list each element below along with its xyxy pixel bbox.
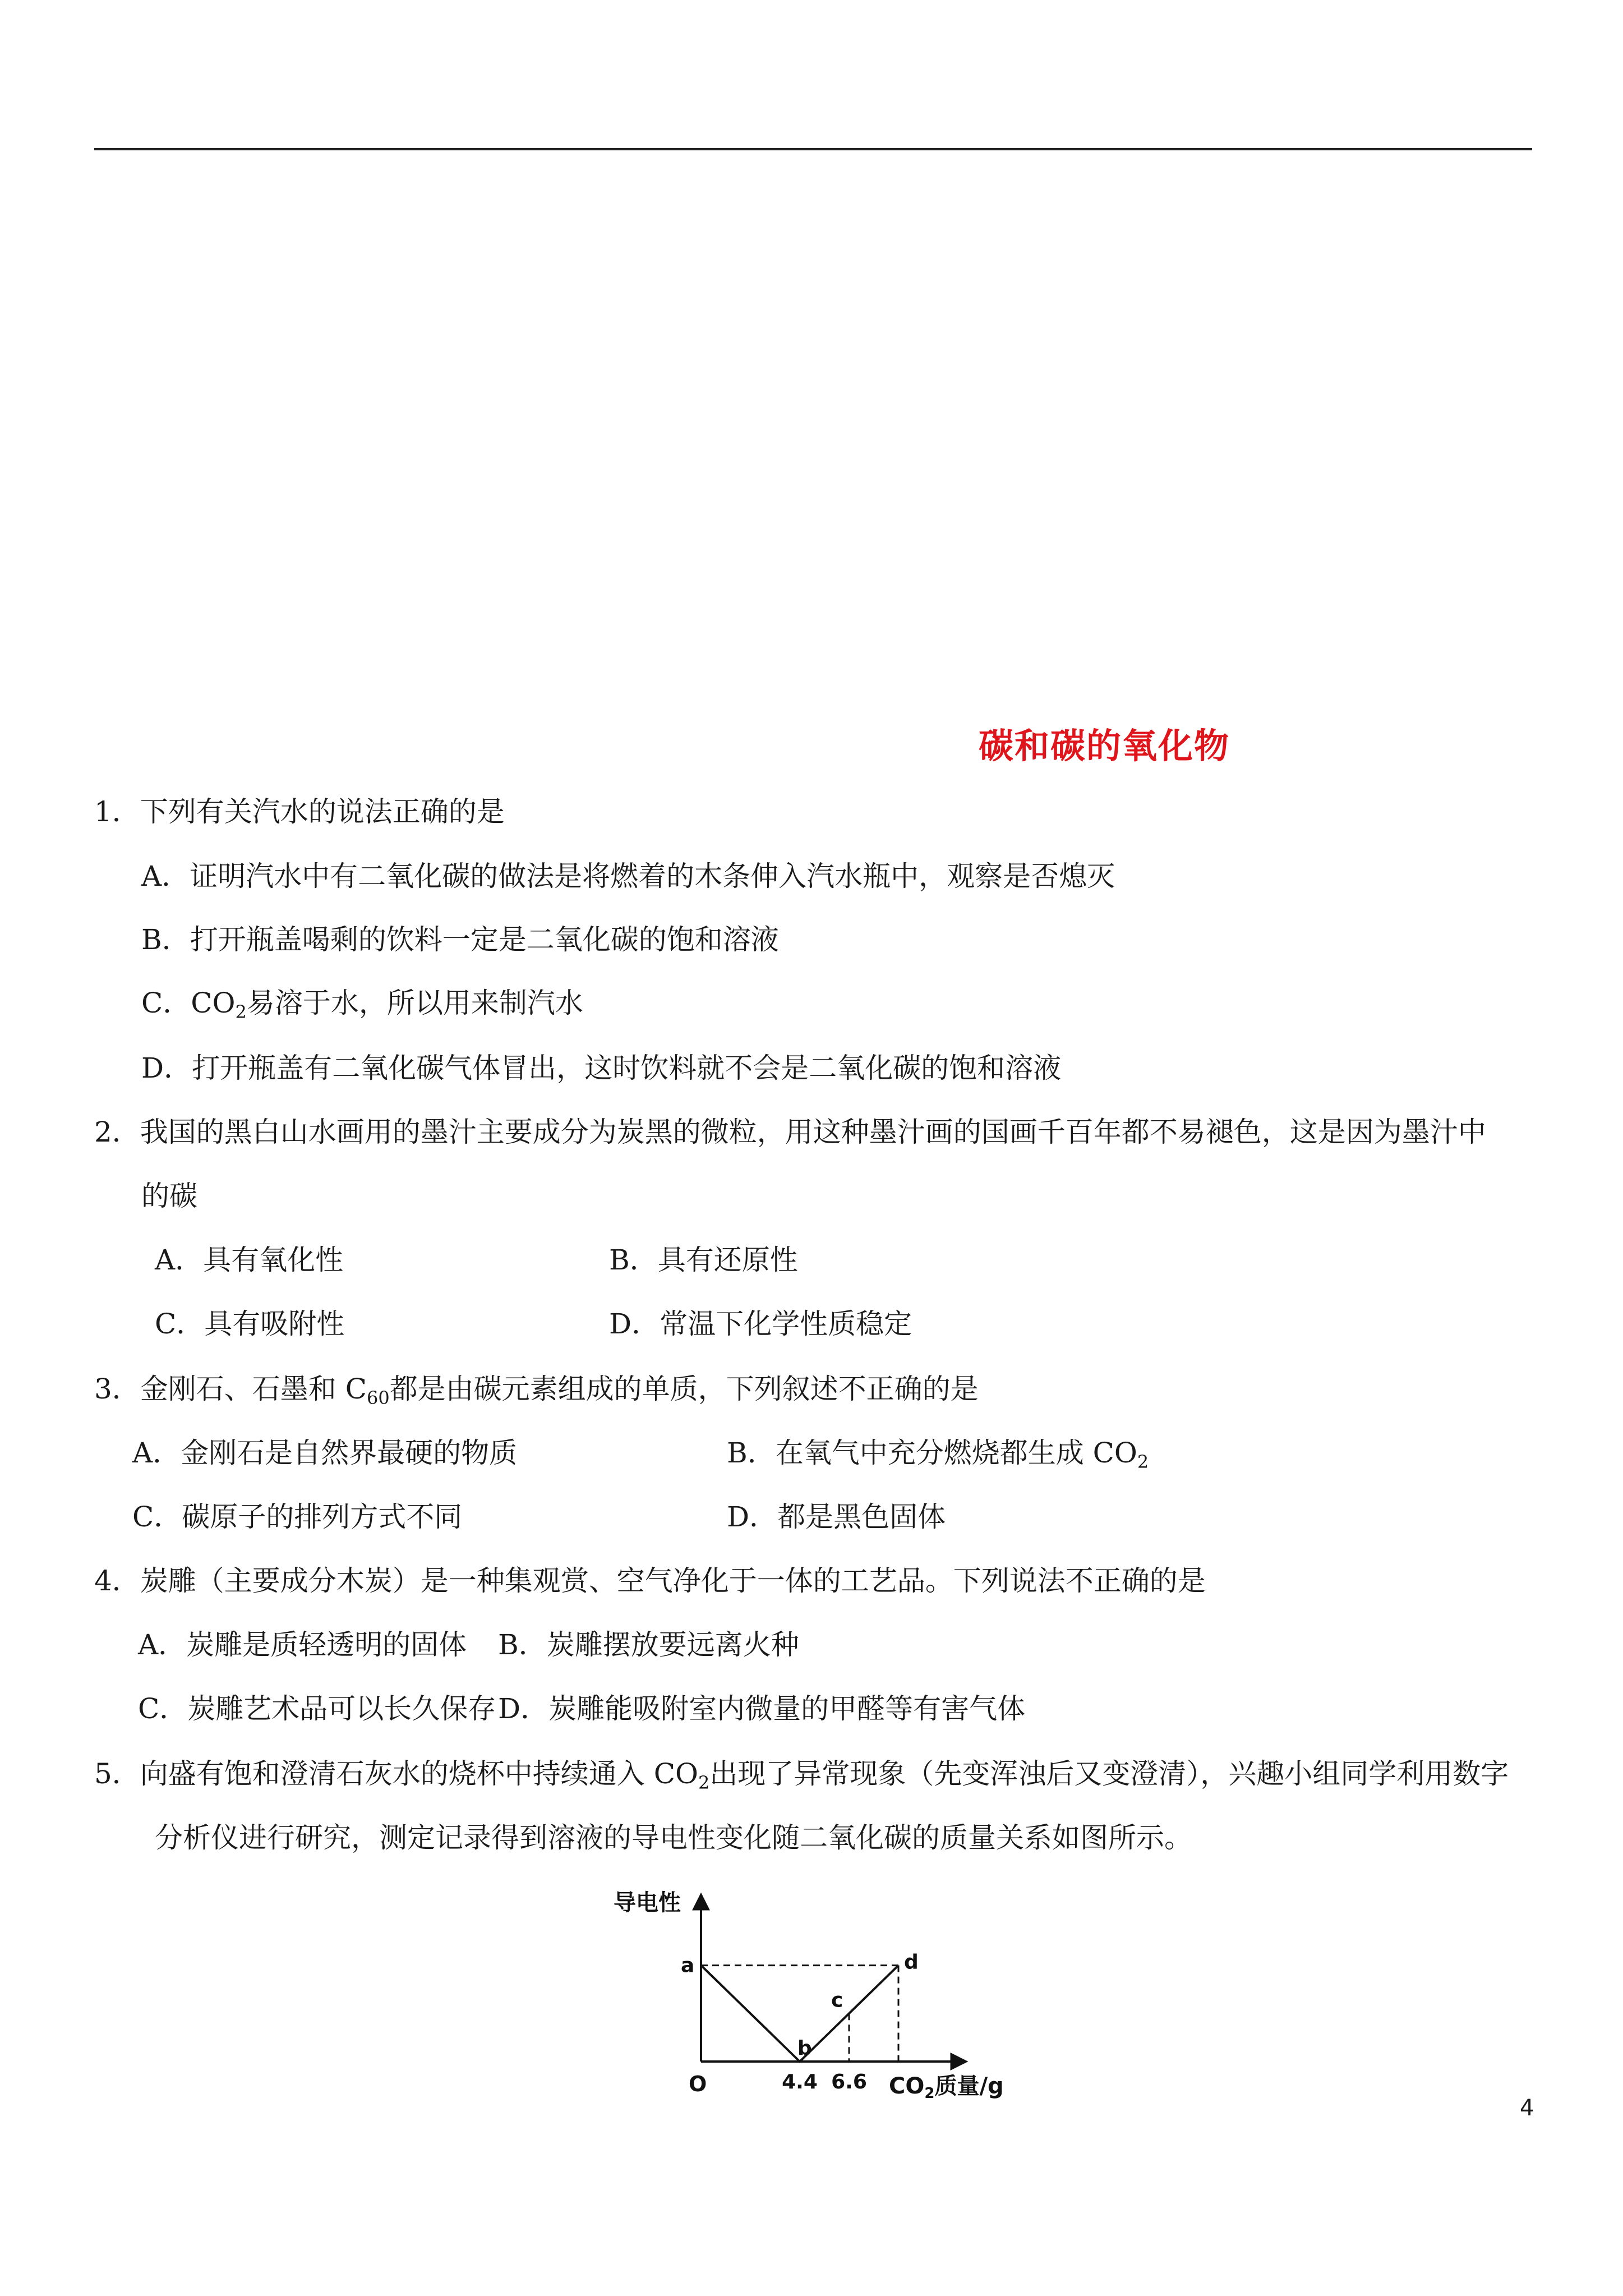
point-label-d: d xyxy=(904,1950,919,1974)
page-title: 碳和碳的氧化物 xyxy=(979,725,1230,766)
y-axis-label: 导电性 xyxy=(614,1890,681,1916)
q4-option-b: B．炭雕摆放要远离火种 xyxy=(498,1628,799,1661)
q2-option-b: B．具有还原性 xyxy=(609,1244,798,1276)
q2-option-c: C．具有吸附性 xyxy=(155,1308,345,1340)
q5-stem-line1: 5．向盛有饱和澄清石灰水的烧杯中持续通入 $CO_2$出现了异常现象（先变浑浊后又变澄清），兴趣小组同学利用数字 xyxy=(94,1757,1509,1793)
q4-option-d: D．炭雕能吸附室内微量的甲醛等有害气体 xyxy=(498,1692,1026,1725)
q2-stem-line1: 2．我国的黑白山水画用的墨汁主要成分为炭黑的微粒，用这种墨汁画的国画千百年都不易褪色，这是因为墨汁中 xyxy=(94,1116,1486,1148)
q1-option-b: B．打开瓶盖喝剩的饮料一定是二氧化碳的饱和溶液 xyxy=(141,923,779,956)
x-axis-label: $CO_2$质量/g xyxy=(889,2073,1004,2102)
q2-option-d: D．常温下化学性质稳定 xyxy=(609,1308,912,1340)
origin-label: O xyxy=(689,2072,707,2096)
q1-option-a: A．证明汽水中有二氧化碳的做法是将燃着的木条伸入汽水瓶中，观察是否熄灭 xyxy=(141,860,1115,892)
page-number: 4 xyxy=(1520,2095,1534,2121)
q3-option-c: C．碳原子的排列方式不同 xyxy=(132,1501,463,1533)
x-tick-label: 6.6 xyxy=(831,2070,867,2093)
q1-stem: 1．下列有关汽水的说法正确的是 xyxy=(94,795,505,828)
header-rule xyxy=(94,148,1532,150)
q4-option-a: A．炭雕是质轻透明的固体 xyxy=(138,1628,467,1661)
x-tick-label: 4.4 xyxy=(782,2070,818,2093)
point-label-b: b xyxy=(797,2037,812,2060)
q1-option-d: D．打开瓶盖有二氧化碳气体冒出，这时饮料就不会是二氧化碳的饱和溶液 xyxy=(141,1052,1062,1084)
q4-option-c: C．炭雕艺术品可以长久保存 xyxy=(138,1692,496,1725)
q3-stem: 3．金刚石、石墨和 $C_{60}$都是由碳元素组成的单质，下列叙述不正确的是 xyxy=(94,1373,979,1409)
point-label-c: c xyxy=(831,1989,843,2012)
q2-option-a: A．具有氧化性 xyxy=(155,1244,344,1276)
q4-stem: 4．炭雕（主要成分木炭）是一种集观赏、空气净化于一体的工艺品。下列说法不正确的是 xyxy=(94,1565,1206,1597)
q2-stem-line2: 的碳 xyxy=(141,1180,197,1212)
point-label-a: a xyxy=(681,1954,695,1977)
conductivity-chart xyxy=(594,1885,1021,2120)
q3-option-a: A．金刚石是自然界最硬的物质 xyxy=(132,1437,518,1469)
q3-option-b: B．在氧气中充分燃烧都生成 $CO_2$ xyxy=(727,1437,1149,1473)
q3-option-d: D．都是黑色固体 xyxy=(727,1501,946,1533)
q5-stem-line2: 分析仪进行研究，测定记录得到溶液的导电性变化随二氧化碳的质量关系如图所示。 xyxy=(155,1821,1192,1854)
q1-option-c: C．$CO_2$易溶于水，所以用来制汽水 xyxy=(141,987,583,1023)
